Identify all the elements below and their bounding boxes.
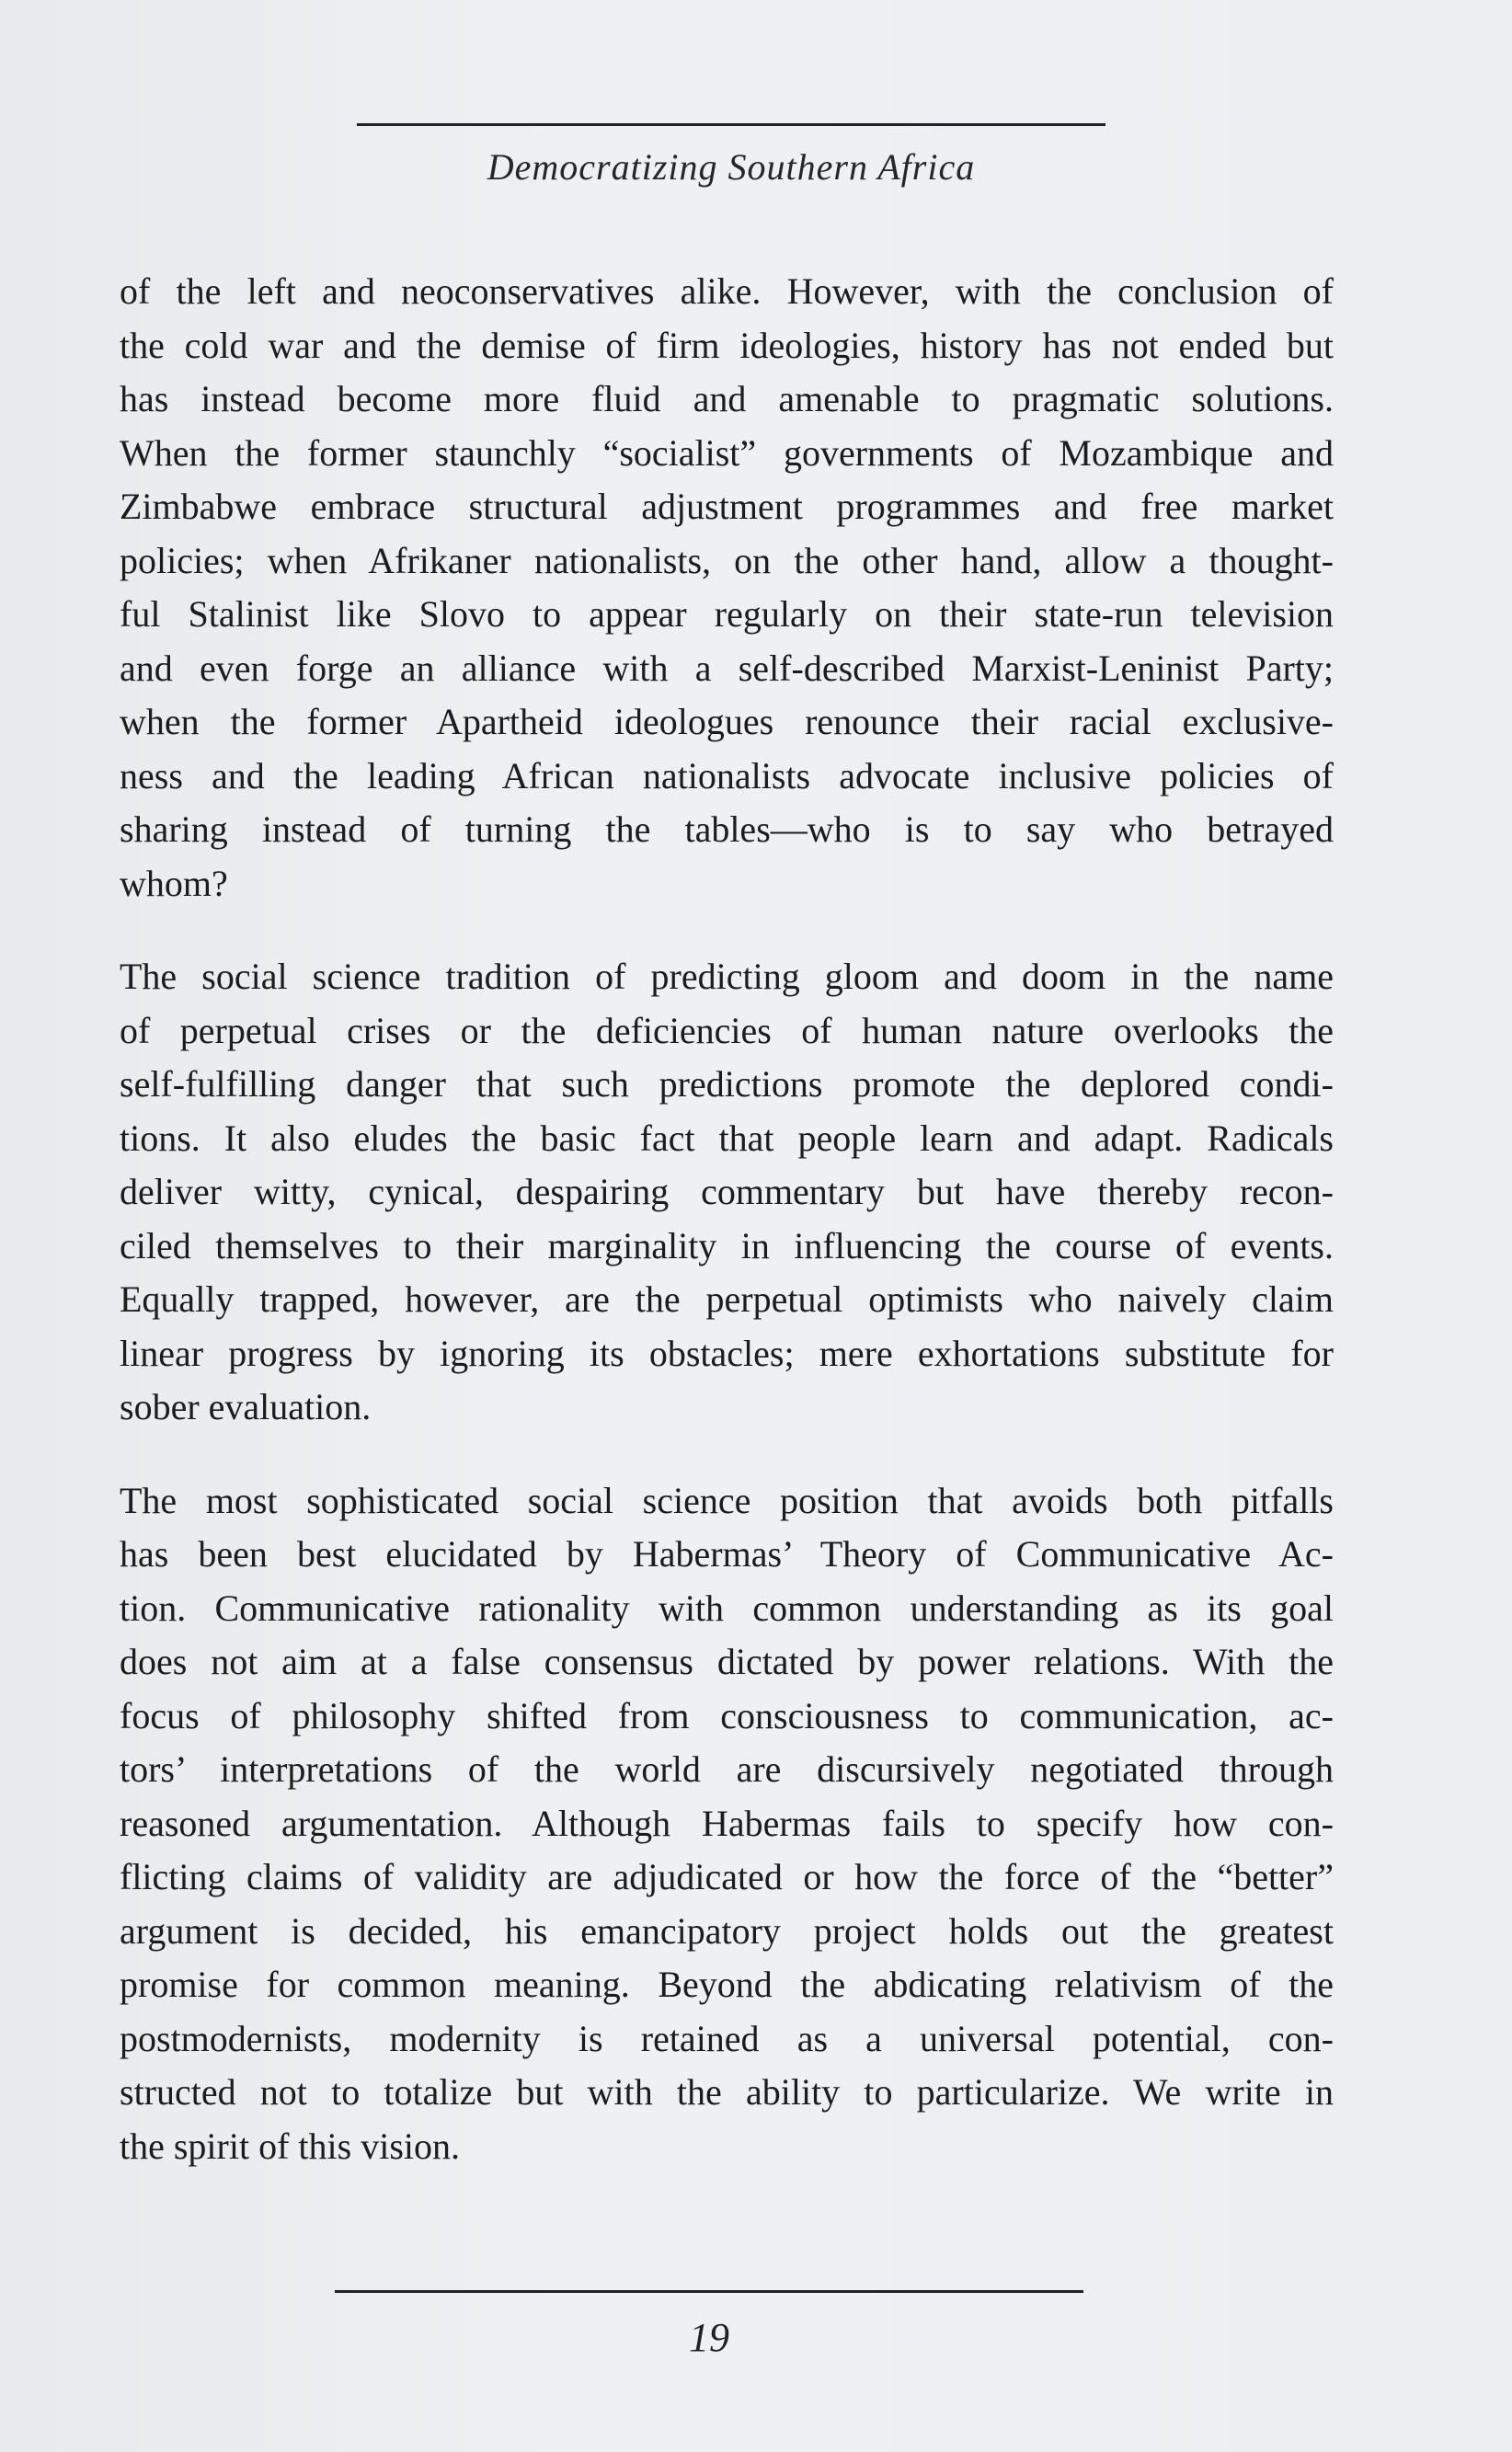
- text-line: The most sophisticated social science position that avoids both pitfalls: [120, 1479, 1334, 1521]
- text-line: the cold war and the demise of firm ideologies, history has not ended but: [120, 324, 1334, 366]
- text-line: of the left and neoconservatives alike. However, with the conclusion of: [120, 270, 1334, 312]
- text-line: deliver witty, cynical, despairing commentary but have thereby recon-: [120, 1171, 1334, 1212]
- text-line: whom?: [120, 862, 228, 904]
- text-line: policies; when Afrikaner nationalists, on the other hand, allow a thought-: [120, 539, 1334, 581]
- text-line: The social science tradition of predicting gloom and doom in the name: [120, 956, 1334, 997]
- paragraph-1: [120, 265, 1334, 911]
- text-line: sharing instead of turning the tables—who is to say who betrayed: [120, 808, 1334, 850]
- text-line: self-fulfilling danger that such predictions promote the deplored condi-: [120, 1063, 1334, 1105]
- text-line: ciled themselves to their marginality in influencing the course of events.: [120, 1224, 1334, 1266]
- paragraph-3: [120, 1474, 1334, 2174]
- text-line: structed not to totalize but with the ability to particularize. We write in: [120, 2071, 1334, 2113]
- text-line: ful Stalinist like Slovo to appear regularly on their state-run television: [120, 593, 1334, 635]
- text-line: the spirit of this vision.: [120, 2125, 460, 2167]
- text-line: of perpetual crises or the deficiencies of human nature overlooks the: [120, 1009, 1334, 1051]
- text-line: postmodernists, modernity is retained as a universal potential, con-: [120, 2017, 1334, 2059]
- text-line: has been best elucidated by Habermas’ Theory of Communicative Ac-: [120, 1533, 1334, 1575]
- text-line: has instead become more fluid and amenable to pragmatic solutions.: [120, 378, 1334, 419]
- body-text: [120, 265, 1334, 2173]
- header-rule: [357, 123, 1105, 126]
- text-line: sober evaluation.: [120, 1386, 372, 1427]
- text-line: reasoned argumentation. Although Habermas fails to specify how con-: [120, 1802, 1334, 1844]
- text-line: and even forge an alliance with a self-described Marxist-Leninist Party;: [120, 647, 1334, 689]
- text-line: Equally trapped, however, are the perpetual optimists who naively claim: [120, 1278, 1334, 1320]
- text-line: does not aim at a false consensus dictated by power relations. With the: [120, 1641, 1334, 1682]
- text-line: linear progress by ignoring its obstacles; mere exhortations substitute for: [120, 1332, 1334, 1374]
- footer-rule: [335, 2290, 1083, 2293]
- paragraph-2: [120, 950, 1334, 1435]
- text-line: focus of philosophy shifted from consciousness to communication, ac-: [120, 1694, 1334, 1736]
- text-line: promise for common meaning. Beyond the abdicating relativism of the: [120, 1964, 1334, 2005]
- text-line: tions. It also eludes the basic fact that people learn and adapt. Radicals: [120, 1117, 1334, 1159]
- text-line: argument is decided, his emancipatory project holds out the greatest: [120, 1909, 1334, 1952]
- page-number: 19: [689, 2315, 729, 2360]
- text-line: tion. Communicative rationality with common understanding as its goal: [120, 1587, 1334, 1629]
- text-line: when the former Apartheid ideologues renounce their racial exclusive-: [120, 701, 1334, 742]
- text-line: When the former staunchly “socialist” governments of Mozambique and: [120, 431, 1334, 474]
- text-line: Zimbabwe embrace structural adjustment programmes and free market: [120, 486, 1334, 527]
- text-line: flicting claims of validity are adjudicated or how the force of the “better”: [120, 1856, 1334, 1897]
- text-line: ness and the leading African nationalists advocate inclusive policies of: [120, 754, 1334, 796]
- text-line: tors’ interpretations of the world are discursively negotiated through: [120, 1748, 1334, 1790]
- running-header-title: Democratizing Southern Africa: [487, 146, 976, 188]
